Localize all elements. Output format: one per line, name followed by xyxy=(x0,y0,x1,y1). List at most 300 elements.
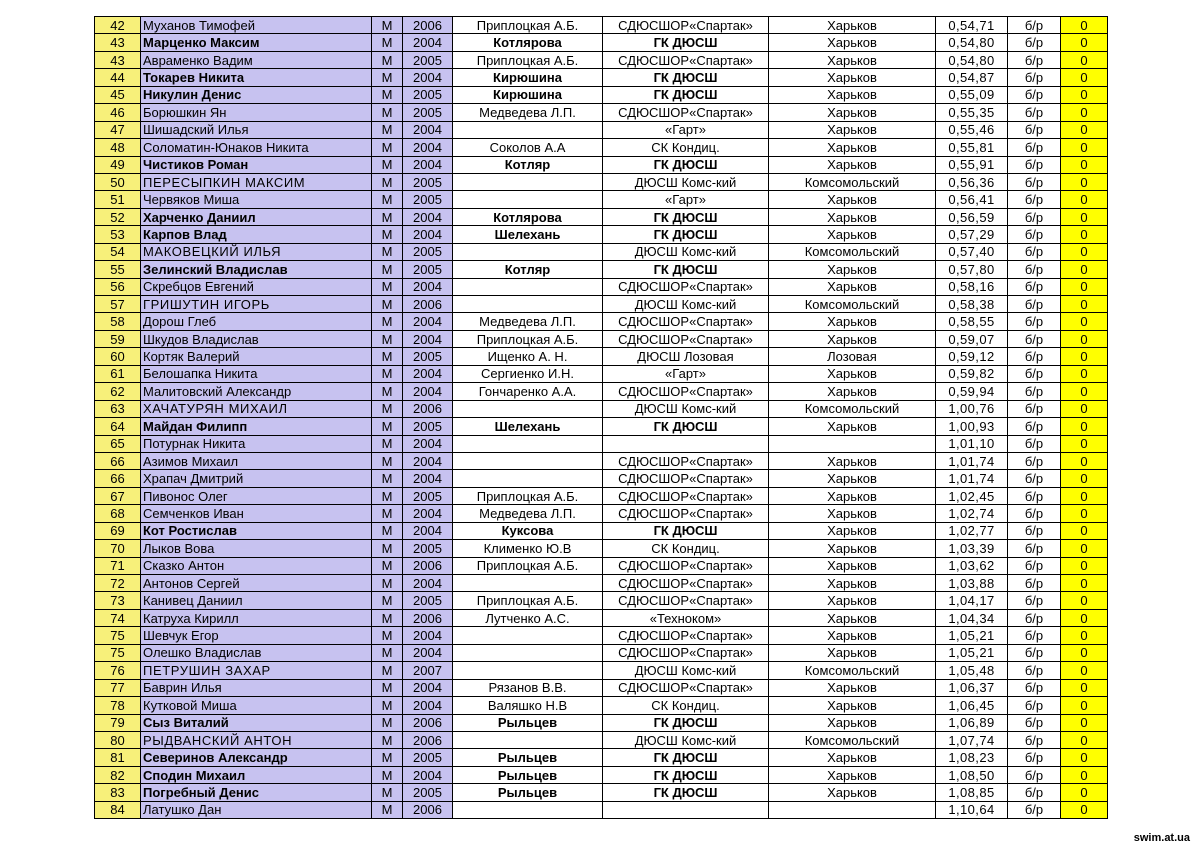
coach-cell: Кирюшина xyxy=(453,69,603,86)
points-cell: 0 xyxy=(1061,208,1108,225)
result-time-cell: 1,03,88 xyxy=(936,575,1008,592)
table-row xyxy=(95,418,1108,435)
club-cell: СДЮСШОР«Спартак» xyxy=(603,627,769,644)
result-time-cell: 0,54,87 xyxy=(936,69,1008,86)
result-time-cell: 0,58,38 xyxy=(936,296,1008,313)
club-cell: ГК ДЮСШ xyxy=(603,784,769,801)
rank-cell: б/р xyxy=(1008,662,1061,679)
sex-cell: М xyxy=(372,226,403,243)
result-time-cell: 1,03,62 xyxy=(936,557,1008,574)
place-cell: 82 xyxy=(95,766,141,783)
table-row xyxy=(95,156,1108,173)
rank-cell: б/р xyxy=(1008,627,1061,644)
rank-cell: б/р xyxy=(1008,121,1061,138)
table-row xyxy=(95,243,1108,260)
place-cell: 76 xyxy=(95,662,141,679)
place-cell: 80 xyxy=(95,731,141,748)
coach-cell xyxy=(453,452,603,469)
sex-cell: М xyxy=(372,418,403,435)
result-time-cell: 0,58,16 xyxy=(936,278,1008,295)
club-cell: СДЮСШОР«Спартак» xyxy=(603,278,769,295)
city-cell: Харьков xyxy=(769,261,936,278)
birth-year-cell: 2005 xyxy=(403,51,453,68)
rank-cell: б/р xyxy=(1008,191,1061,208)
place-cell: 56 xyxy=(95,278,141,295)
birth-year-cell: 2006 xyxy=(403,714,453,731)
birth-year-cell: 2005 xyxy=(403,592,453,609)
city-cell: Харьков xyxy=(769,784,936,801)
points-cell: 0 xyxy=(1061,139,1108,156)
table-row xyxy=(95,766,1108,783)
result-time-cell: 0,54,80 xyxy=(936,34,1008,51)
table-row xyxy=(95,452,1108,469)
sex-cell: М xyxy=(372,452,403,469)
city-cell: Харьков xyxy=(769,540,936,557)
coach-cell: Рыльцев xyxy=(453,766,603,783)
rank-cell: б/р xyxy=(1008,278,1061,295)
place-cell: 50 xyxy=(95,173,141,190)
swimmer-name-cell: ПЕТРУШИН ЗАХАР xyxy=(141,662,372,679)
club-cell: СДЮСШОР«Спартак» xyxy=(603,330,769,347)
coach-cell xyxy=(453,296,603,313)
points-cell: 0 xyxy=(1061,69,1108,86)
place-cell: 68 xyxy=(95,505,141,522)
points-cell: 0 xyxy=(1061,697,1108,714)
table-row xyxy=(95,522,1108,539)
club-cell: СК Кондиц. xyxy=(603,540,769,557)
club-cell: ГК ДЮСШ xyxy=(603,34,769,51)
place-cell: 55 xyxy=(95,261,141,278)
rank-cell: б/р xyxy=(1008,313,1061,330)
birth-year-cell: 2005 xyxy=(403,418,453,435)
swimmer-name-cell: Зелинский Владислав xyxy=(141,261,372,278)
table-row xyxy=(95,208,1108,225)
club-cell xyxy=(603,801,769,818)
sex-cell: М xyxy=(372,470,403,487)
sex-cell: М xyxy=(372,609,403,626)
birth-year-cell: 2006 xyxy=(403,400,453,417)
coach-cell: Медведева Л.П. xyxy=(453,505,603,522)
sex-cell: М xyxy=(372,766,403,783)
place-cell: 61 xyxy=(95,365,141,382)
sex-cell: М xyxy=(372,627,403,644)
result-time-cell: 1,00,93 xyxy=(936,418,1008,435)
club-cell: СДЮСШОР«Спартак» xyxy=(603,644,769,661)
coach-cell: Рязанов В.В. xyxy=(453,679,603,696)
club-cell: «Техноком» xyxy=(603,609,769,626)
coach-cell: Гончаренко А.А. xyxy=(453,383,603,400)
city-cell: Харьков xyxy=(769,86,936,103)
table-row xyxy=(95,348,1108,365)
city-cell: Харьков xyxy=(769,139,936,156)
table-row xyxy=(95,86,1108,103)
city-cell: Комсомольский xyxy=(769,400,936,417)
place-cell: 78 xyxy=(95,697,141,714)
club-cell: ГК ДЮСШ xyxy=(603,418,769,435)
points-cell: 0 xyxy=(1061,104,1108,121)
sex-cell: М xyxy=(372,400,403,417)
swimmer-name-cell: ПЕРЕСЫПКИН МАКСИМ xyxy=(141,173,372,190)
table-row xyxy=(95,575,1108,592)
table-row xyxy=(95,173,1108,190)
coach-cell xyxy=(453,627,603,644)
place-cell: 54 xyxy=(95,243,141,260)
swimmer-name-cell: Храпач Дмитрий xyxy=(141,470,372,487)
birth-year-cell: 2004 xyxy=(403,156,453,173)
club-cell: ДЮСШ Комс-кий xyxy=(603,243,769,260)
club-cell: СДЮСШОР«Спартак» xyxy=(603,679,769,696)
table-row xyxy=(95,557,1108,574)
coach-cell: Котлярова xyxy=(453,34,603,51)
club-cell: ДЮСШ Комс-кий xyxy=(603,173,769,190)
result-time-cell: 1,02,45 xyxy=(936,487,1008,504)
coach-cell: Соколов А.А xyxy=(453,139,603,156)
rank-cell: б/р xyxy=(1008,51,1061,68)
place-cell: 81 xyxy=(95,749,141,766)
points-cell: 0 xyxy=(1061,365,1108,382)
birth-year-cell: 2006 xyxy=(403,609,453,626)
city-cell: Харьков xyxy=(769,121,936,138)
points-cell: 0 xyxy=(1061,609,1108,626)
place-cell: 66 xyxy=(95,470,141,487)
city-cell xyxy=(769,801,936,818)
coach-cell: Приплоцкая А.Б. xyxy=(453,17,603,34)
points-cell: 0 xyxy=(1061,296,1108,313)
rank-cell: б/р xyxy=(1008,697,1061,714)
rank-cell: б/р xyxy=(1008,139,1061,156)
club-cell: ГК ДЮСШ xyxy=(603,156,769,173)
table-row xyxy=(95,51,1108,68)
swimmer-name-cell: Авраменко Вадим xyxy=(141,51,372,68)
points-cell: 0 xyxy=(1061,487,1108,504)
result-time-cell: 1,02,74 xyxy=(936,505,1008,522)
place-cell: 49 xyxy=(95,156,141,173)
points-cell: 0 xyxy=(1061,34,1108,51)
points-cell: 0 xyxy=(1061,505,1108,522)
sex-cell: М xyxy=(372,435,403,452)
rank-cell: б/р xyxy=(1008,557,1061,574)
sex-cell: М xyxy=(372,173,403,190)
city-cell: Харьков xyxy=(769,470,936,487)
sex-cell: М xyxy=(372,208,403,225)
sex-cell: М xyxy=(372,749,403,766)
birth-year-cell: 2005 xyxy=(403,104,453,121)
city-cell: Харьков xyxy=(769,714,936,731)
city-cell: Комсомольский xyxy=(769,243,936,260)
sex-cell: М xyxy=(372,121,403,138)
table-row xyxy=(95,505,1108,522)
rank-cell: б/р xyxy=(1008,470,1061,487)
points-cell: 0 xyxy=(1061,435,1108,452)
place-cell: 75 xyxy=(95,644,141,661)
city-cell xyxy=(769,435,936,452)
city-cell: Харьков xyxy=(769,34,936,51)
sex-cell: М xyxy=(372,243,403,260)
city-cell: Харьков xyxy=(769,592,936,609)
birth-year-cell: 2005 xyxy=(403,487,453,504)
table-row xyxy=(95,592,1108,609)
coach-cell: Сергиенко И.Н. xyxy=(453,365,603,382)
place-cell: 71 xyxy=(95,557,141,574)
table-row xyxy=(95,330,1108,347)
rank-cell: б/р xyxy=(1008,731,1061,748)
club-cell: СДЮСШОР«Спартак» xyxy=(603,313,769,330)
result-time-cell: 0,55,46 xyxy=(936,121,1008,138)
sex-cell: М xyxy=(372,86,403,103)
result-time-cell: 0,56,36 xyxy=(936,173,1008,190)
table-row xyxy=(95,139,1108,156)
swimmer-name-cell: Токарев Никита xyxy=(141,69,372,86)
result-time-cell: 0,55,35 xyxy=(936,104,1008,121)
sex-cell: М xyxy=(372,139,403,156)
birth-year-cell: 2004 xyxy=(403,226,453,243)
birth-year-cell: 2004 xyxy=(403,34,453,51)
birth-year-cell: 2005 xyxy=(403,173,453,190)
swimmer-name-cell: Белошапка Никита xyxy=(141,365,372,382)
city-cell: Харьков xyxy=(769,697,936,714)
coach-cell xyxy=(453,173,603,190)
birth-year-cell: 2005 xyxy=(403,348,453,365)
result-time-cell: 0,57,29 xyxy=(936,226,1008,243)
place-cell: 48 xyxy=(95,139,141,156)
result-time-cell: 1,08,85 xyxy=(936,784,1008,801)
coach-cell xyxy=(453,243,603,260)
table-row xyxy=(95,487,1108,504)
city-cell: Харьков xyxy=(769,208,936,225)
place-cell: 70 xyxy=(95,540,141,557)
sex-cell: М xyxy=(372,51,403,68)
city-cell: Харьков xyxy=(769,156,936,173)
place-cell: 51 xyxy=(95,191,141,208)
coach-cell: Куксова xyxy=(453,522,603,539)
place-cell: 83 xyxy=(95,784,141,801)
club-cell: ГК ДЮСШ xyxy=(603,714,769,731)
club-cell: ГК ДЮСШ xyxy=(603,522,769,539)
birth-year-cell: 2005 xyxy=(403,540,453,557)
rank-cell: б/р xyxy=(1008,487,1061,504)
coach-cell xyxy=(453,662,603,679)
table-row xyxy=(95,540,1108,557)
swimmer-name-cell: Скребцов Евгений xyxy=(141,278,372,295)
points-cell: 0 xyxy=(1061,191,1108,208)
table-row xyxy=(95,400,1108,417)
points-cell: 0 xyxy=(1061,592,1108,609)
coach-cell: Клименко Ю.В xyxy=(453,540,603,557)
birth-year-cell: 2004 xyxy=(403,452,453,469)
rank-cell: б/р xyxy=(1008,400,1061,417)
coach-cell: Приплоцкая А.Б. xyxy=(453,487,603,504)
city-cell: Комсомольский xyxy=(769,296,936,313)
rank-cell: б/р xyxy=(1008,801,1061,818)
coach-cell xyxy=(453,731,603,748)
club-cell: СДЮСШОР«Спартак» xyxy=(603,487,769,504)
points-cell: 0 xyxy=(1061,17,1108,34)
city-cell: Харьков xyxy=(769,609,936,626)
birth-year-cell: 2004 xyxy=(403,383,453,400)
sex-cell: М xyxy=(372,296,403,313)
swimmer-name-cell: Северинов Александр xyxy=(141,749,372,766)
birth-year-cell: 2006 xyxy=(403,557,453,574)
city-cell: Харьков xyxy=(769,51,936,68)
rank-cell: б/р xyxy=(1008,435,1061,452)
place-cell: 43 xyxy=(95,34,141,51)
sex-cell: М xyxy=(372,592,403,609)
place-cell: 73 xyxy=(95,592,141,609)
points-cell: 0 xyxy=(1061,348,1108,365)
club-cell: «Гарт» xyxy=(603,365,769,382)
sex-cell: М xyxy=(372,731,403,748)
swimmer-name-cell: Сподин Михаил xyxy=(141,766,372,783)
points-cell: 0 xyxy=(1061,662,1108,679)
points-cell: 0 xyxy=(1061,644,1108,661)
points-cell: 0 xyxy=(1061,470,1108,487)
table-row xyxy=(95,697,1108,714)
points-cell: 0 xyxy=(1061,801,1108,818)
place-cell: 44 xyxy=(95,69,141,86)
points-cell: 0 xyxy=(1061,278,1108,295)
club-cell: ДЮСШ Комс-кий xyxy=(603,662,769,679)
birth-year-cell: 2006 xyxy=(403,296,453,313)
table-row xyxy=(95,296,1108,313)
rank-cell: б/р xyxy=(1008,644,1061,661)
points-cell: 0 xyxy=(1061,383,1108,400)
club-cell: «Гарт» xyxy=(603,191,769,208)
swimmer-name-cell: Погребный Денис xyxy=(141,784,372,801)
swimmer-name-cell: Борюшкин Ян xyxy=(141,104,372,121)
table-row xyxy=(95,69,1108,86)
club-cell: ГК ДЮСШ xyxy=(603,749,769,766)
result-time-cell: 0,56,59 xyxy=(936,208,1008,225)
table-row xyxy=(95,784,1108,801)
coach-cell: Рыльцев xyxy=(453,784,603,801)
result-time-cell: 0,59,94 xyxy=(936,383,1008,400)
place-cell: 67 xyxy=(95,487,141,504)
results-table xyxy=(94,16,1108,819)
place-cell: 75 xyxy=(95,627,141,644)
city-cell: Лозовая xyxy=(769,348,936,365)
rank-cell: б/р xyxy=(1008,104,1061,121)
birth-year-cell: 2004 xyxy=(403,139,453,156)
club-cell: ГК ДЮСШ xyxy=(603,261,769,278)
table-row xyxy=(95,34,1108,51)
rank-cell: б/р xyxy=(1008,609,1061,626)
coach-cell: Котляр xyxy=(453,261,603,278)
city-cell: Харьков xyxy=(769,418,936,435)
club-cell: СДЮСШОР«Спартак» xyxy=(603,505,769,522)
points-cell: 0 xyxy=(1061,121,1108,138)
club-cell: СДЮСШОР«Спартак» xyxy=(603,592,769,609)
table-row xyxy=(95,104,1108,121)
place-cell: 57 xyxy=(95,296,141,313)
points-cell: 0 xyxy=(1061,540,1108,557)
sex-cell: М xyxy=(372,156,403,173)
table-row xyxy=(95,278,1108,295)
sex-cell: М xyxy=(372,487,403,504)
rank-cell: б/р xyxy=(1008,540,1061,557)
swimmer-name-cell: Сыз Виталий xyxy=(141,714,372,731)
club-cell: СДЮСШОР«Спартак» xyxy=(603,104,769,121)
place-cell: 47 xyxy=(95,121,141,138)
result-time-cell: 0,54,71 xyxy=(936,17,1008,34)
club-cell: «Гарт» xyxy=(603,121,769,138)
coach-cell xyxy=(453,435,603,452)
points-cell: 0 xyxy=(1061,156,1108,173)
city-cell: Харьков xyxy=(769,505,936,522)
swimmer-name-cell: ХАЧАТУРЯН МИХАИЛ xyxy=(141,400,372,417)
sex-cell: М xyxy=(372,348,403,365)
birth-year-cell: 2004 xyxy=(403,575,453,592)
birth-year-cell: 2004 xyxy=(403,679,453,696)
result-time-cell: 1,06,45 xyxy=(936,697,1008,714)
result-time-cell: 0,55,09 xyxy=(936,86,1008,103)
coach-cell: Приплоцкая А.Б. xyxy=(453,592,603,609)
birth-year-cell: 2004 xyxy=(403,330,453,347)
swimmer-name-cell: Шкудов Владислав xyxy=(141,330,372,347)
birth-year-cell: 2004 xyxy=(403,522,453,539)
rank-cell: б/р xyxy=(1008,296,1061,313)
place-cell: 45 xyxy=(95,86,141,103)
table-row xyxy=(95,662,1108,679)
table-row xyxy=(95,383,1108,400)
rank-cell: б/р xyxy=(1008,522,1061,539)
birth-year-cell: 2006 xyxy=(403,801,453,818)
rank-cell: б/р xyxy=(1008,86,1061,103)
place-cell: 42 xyxy=(95,17,141,34)
sex-cell: М xyxy=(372,644,403,661)
sex-cell: М xyxy=(372,330,403,347)
city-cell: Харьков xyxy=(769,330,936,347)
club-cell: ГК ДЮСШ xyxy=(603,208,769,225)
points-cell: 0 xyxy=(1061,51,1108,68)
rank-cell: б/р xyxy=(1008,156,1061,173)
coach-cell: Рыльцев xyxy=(453,714,603,731)
club-cell: СДЮСШОР«Спартак» xyxy=(603,17,769,34)
sex-cell: М xyxy=(372,557,403,574)
points-cell: 0 xyxy=(1061,679,1108,696)
result-time-cell: 1,01,10 xyxy=(936,435,1008,452)
city-cell: Харьков xyxy=(769,487,936,504)
result-time-cell: 1,01,74 xyxy=(936,452,1008,469)
swimmer-name-cell: Майдан Филипп xyxy=(141,418,372,435)
place-cell: 72 xyxy=(95,575,141,592)
place-cell: 65 xyxy=(95,435,141,452)
swimmer-name-cell: ГРИШУТИН ИГОРЬ xyxy=(141,296,372,313)
result-time-cell: 1,04,34 xyxy=(936,609,1008,626)
swimmer-name-cell: Пивонос Олег xyxy=(141,487,372,504)
swimmer-name-cell: Дорош Глеб xyxy=(141,313,372,330)
result-time-cell: 0,59,12 xyxy=(936,348,1008,365)
swimmer-name-cell: Кот Ростислав xyxy=(141,522,372,539)
coach-cell: Котляр xyxy=(453,156,603,173)
rank-cell: б/р xyxy=(1008,226,1061,243)
rank-cell: б/р xyxy=(1008,575,1061,592)
place-cell: 62 xyxy=(95,383,141,400)
birth-year-cell: 2004 xyxy=(403,278,453,295)
club-cell: ДЮСШ Комс-кий xyxy=(603,731,769,748)
sex-cell: М xyxy=(372,522,403,539)
birth-year-cell: 2005 xyxy=(403,86,453,103)
rank-cell: б/р xyxy=(1008,208,1061,225)
swimmer-name-cell: Азимов Михаил xyxy=(141,452,372,469)
place-cell: 69 xyxy=(95,522,141,539)
place-cell: 58 xyxy=(95,313,141,330)
table-row xyxy=(95,191,1108,208)
coach-cell: Медведева Л.П. xyxy=(453,313,603,330)
club-cell: СДЮСШОР«Спартак» xyxy=(603,51,769,68)
table-row xyxy=(95,261,1108,278)
sex-cell: М xyxy=(372,679,403,696)
club-cell: СК Кондиц. xyxy=(603,697,769,714)
